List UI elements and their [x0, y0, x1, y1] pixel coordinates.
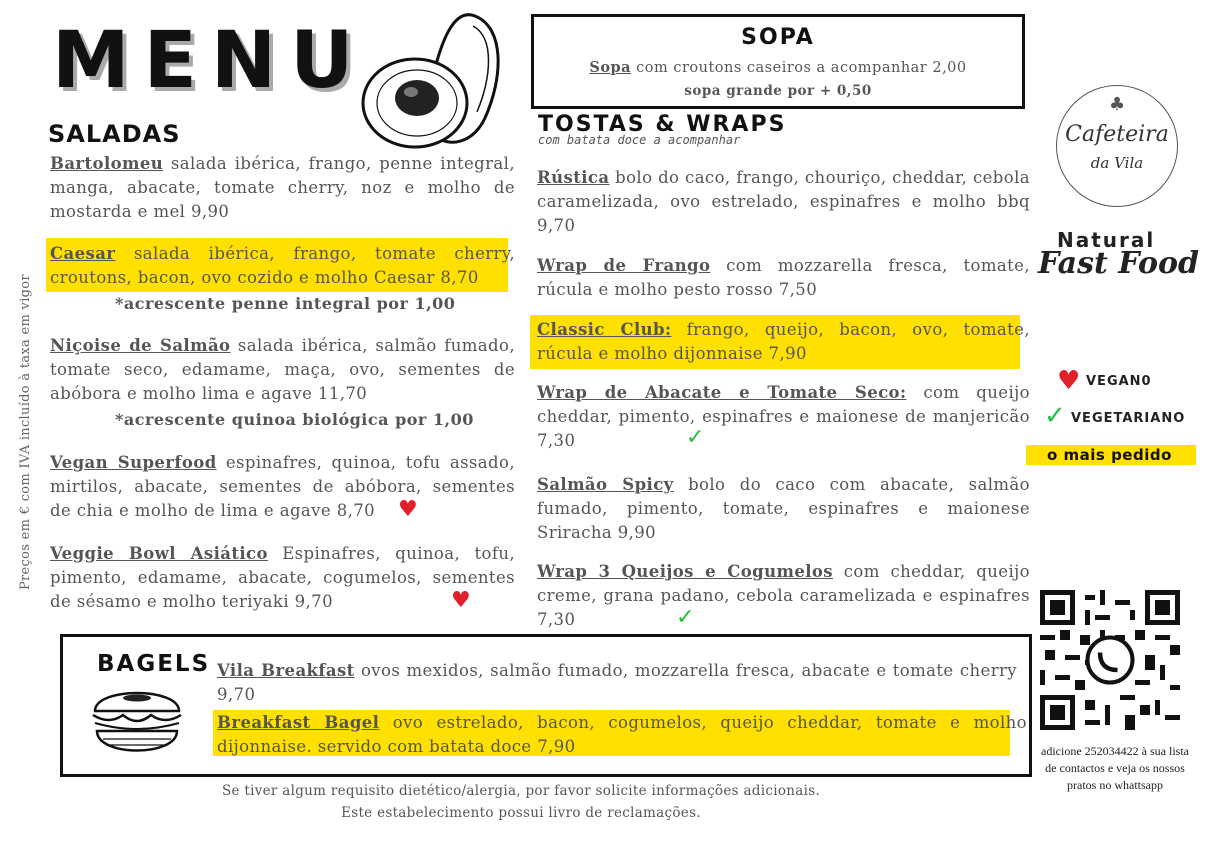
check-icon: ✓	[686, 425, 705, 450]
item-desc: salada ibérica, frango, tomate cherry, croutons, bacon, ovo cozido e molho Caesar 8,70	[50, 244, 515, 287]
brand-line1: Cafeteira	[1065, 122, 1169, 147]
add-quinoa-note: *acrescente quinoa biológica por 1,00	[115, 410, 474, 429]
tosta-item-classic-club	[537, 318, 1030, 366]
salad-item-nicoise	[50, 334, 515, 406]
item-desc: com cheddar, queijo creme, grana padano, cebola caramelizada e espinafres 7,30	[537, 562, 1030, 629]
heart-icon: ♥	[1057, 366, 1081, 396]
brand-logo	[1056, 85, 1178, 207]
item-name: Breakfast Bagel	[217, 713, 380, 732]
tosta-item-wrap-abacate	[537, 381, 1030, 453]
legend-vegetariano: VEGETARIANO	[1071, 411, 1186, 426]
legend-popular: o mais pedido	[1047, 446, 1172, 464]
salad-item-bartolomeu	[50, 152, 515, 224]
salad-item-veggie-bowl	[50, 542, 515, 614]
tosta-item-rustica	[537, 166, 1030, 238]
footer-allergy: Se tiver algum requisito dietético/alergia, por favor solicite informações adicionais.	[221, 783, 821, 799]
add-penne-note: *acrescente penne integral por 1,00	[115, 294, 456, 313]
sopa-name: Sopa	[589, 59, 632, 76]
fastfood-label: Fast Food	[1038, 246, 1199, 281]
tosta-item-salmao-spicy	[537, 473, 1030, 545]
sopa-desc: com croutons caseiros a acompanhar 2,00	[636, 60, 967, 76]
footer-complaints: Este estabelecimento possui livro de reclamações.	[341, 805, 701, 821]
item-desc: bolo do caco com abacate, salmão fumado, pimento, tomate, espinafres e maionese Sriracha 9,90	[537, 475, 1030, 542]
avocado-illustration	[355, 8, 505, 158]
item-name: Vila Breakfast	[217, 661, 355, 680]
tosta-item-wrap-queijos	[537, 560, 1030, 632]
item-desc: ovos mexidos, salmão fumado, mozzarella fresca, abacate e tomate cherry 9,70	[217, 661, 1017, 704]
item-desc: bolo do caco, frango, chouriço, cheddar, cebola caramelizada, ovo estrelado, espinafres e molho bbq 9,70	[537, 168, 1030, 235]
item-name: Rústica	[537, 168, 610, 187]
sopa-heading: SOPA	[741, 25, 815, 50]
item-name: Wrap 3 Queijos e Cogumelos	[537, 562, 833, 581]
bagel-item-breakfast-bagel	[217, 711, 1027, 759]
qr-code[interactable]	[1040, 590, 1180, 730]
menu-title: MENU	[52, 16, 368, 106]
item-name: Caesar	[50, 244, 116, 263]
legend-vegan: VEGAN0	[1086, 374, 1152, 389]
item-desc: frango, queijo, bacon, ovo, tomate, rúcula e molho dijonnaise 7,90	[537, 320, 1030, 363]
item-desc: com mozzarella fresca, tomate, rúcula e molho pesto rosso 7,50	[537, 256, 1030, 299]
tosta-item-wrap-frango	[537, 254, 1030, 302]
check-icon: ✓	[1044, 401, 1066, 431]
item-name: Classic Club:	[537, 320, 672, 339]
bagel-item-vila-breakfast	[217, 659, 1017, 707]
salad-item-caesar	[50, 242, 515, 290]
item-desc: com queijo cheddar, pimento, espinafres e maionese de manjericão 7,30	[537, 383, 1030, 450]
bagels-heading: BAGELS	[97, 651, 211, 677]
item-name: Wrap de Frango	[537, 256, 711, 275]
item-name: Vegan Superfood	[50, 453, 217, 472]
item-desc: ovo estrelado, bacon, cogumelos, queijo cheddar, tomate e molho dijonnaise. servido com batata doce 7,90	[217, 713, 1027, 756]
item-name: Niçoise de Salmão	[50, 336, 231, 355]
item-name: Salmão Spicy	[537, 475, 674, 494]
price-note-vertical: Preços em € com IVA incluído à taxa em vigor	[18, 274, 33, 590]
qr-caption: adicione 252034422 à sua lista de contactos e veja os nossos pratos no whattsapp	[1041, 744, 1189, 792]
item-desc: Espinafres, quinoa, tofu, pimento, edamame, abacate, cogumelos, sementes de sésamo e molho teriyaki 9,70	[50, 544, 515, 611]
item-desc: espinafres, quinoa, tofu assado, mirtilos, abacate, sementes de abóbora, sementes de chia e molho de lima e agave 8,70	[50, 453, 515, 520]
bagel-illustration	[89, 681, 185, 761]
bagels-box	[60, 634, 1032, 777]
salad-item-vegan-superfood	[50, 451, 515, 523]
item-desc: salada ibérica, salmão fumado, tomate seco, edamame, maça, ovo, sementes de abóbora e molho lima e agave 11,70	[50, 336, 515, 403]
natural-label: Natural	[1057, 228, 1156, 252]
heart-icon: ♥	[398, 497, 418, 522]
item-name: Veggie Bowl Asiático	[50, 544, 268, 563]
tostas-subheading: com batata doce a acompanhar	[538, 133, 741, 147]
sopa-box	[531, 14, 1025, 109]
heart-icon: ♥	[451, 588, 471, 613]
bird-icon: ♣	[1109, 94, 1126, 115]
tostas-heading: TOSTAS & WRAPS	[538, 112, 787, 137]
item-name: Wrap de Abacate e Tomate Seco:	[537, 383, 907, 402]
brand-line2: da Vila	[1090, 154, 1144, 172]
item-name: Bartolomeu	[50, 154, 164, 173]
sopa-extra: sopa grande por + 0,50	[684, 83, 872, 99]
sopa-item	[534, 59, 1022, 76]
check-icon: ✓	[676, 605, 695, 630]
item-desc: salada ibérica, frango, penne integral, manga, abacate, tomate cherry, noz e molho de mostarda e mel 9,90	[50, 154, 515, 221]
saladas-heading: SALADAS	[48, 120, 181, 148]
